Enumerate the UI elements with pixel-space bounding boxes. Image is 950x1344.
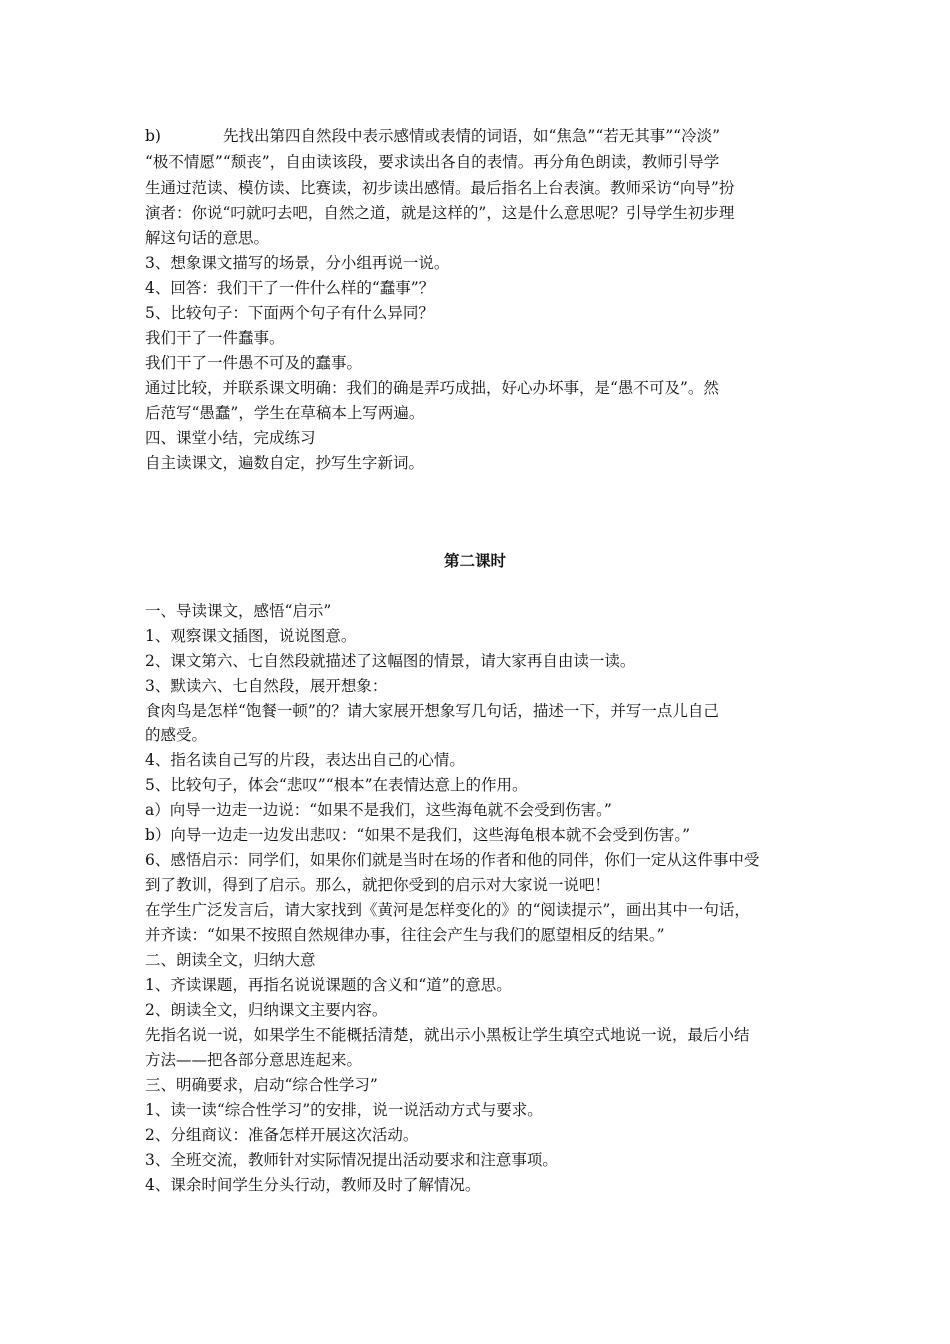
- paragraph-line: 到了教训，得到了启示。那么，就把你受到的启示对大家说一说吧！: [145, 876, 611, 894]
- paragraph-line: 4、指名读自己写的片段，表达出自己的心情。: [145, 751, 465, 769]
- paragraph-line: 5、比较句子，体会“悲叹”“根本”在表情达意上的作用。: [145, 776, 528, 794]
- paragraph-line: 生通过范读、模仿读、比赛读，初步读出感情。最后指名上台表演。教师采访“向导”扮: [145, 179, 735, 197]
- paragraph-line: 4、回答：我们干了一件什么样的“蠢事”？: [145, 279, 435, 297]
- paragraph-line: 2、课文第六、七自然段就描述了这幅图的情景，请大家再自由读一读。: [145, 652, 636, 670]
- paragraph-line: 2、分组商议：准备怎样开展这次活动。: [145, 1126, 419, 1144]
- paragraph-line: 1、齐读课题，再指名说说课题的含义和“道”的意思。: [145, 976, 512, 994]
- paragraph-line: 自主读课文，遍数自定，抄写生字新词。: [145, 454, 425, 472]
- paragraph-line: 先指名说一说，如果学生不能概括清楚，就出示小黑板让学生填空式地说一说，最后小结: [145, 1026, 750, 1044]
- paragraph-line: 演者：你说“叼就叼去吧，自然之道，就是这样的”，这是什么意思呢？引导学生初步理: [145, 204, 735, 222]
- paragraph-line: 并齐读：“如果不按照自然规律办事，往往会产生与我们的愿望相反的结果。”: [145, 926, 665, 944]
- list-marker: b): [145, 127, 161, 145]
- paragraph-line: 我们干了一件蠢事。: [145, 329, 285, 347]
- paragraph-line: 3、全班交流，教师针对实际情况提出活动要求和注意事项。: [145, 1151, 558, 1169]
- paragraph-line: 后范写“愚蠢”，学生在草稿本上写两遍。: [145, 404, 425, 422]
- paragraph-line: 方法——把各部分意思连起来。: [145, 1051, 363, 1069]
- paragraph-line: [145, 123, 720, 149]
- paragraph-line: a）向导一边走一边说：“如果不是我们，这些海龟就不会受到伤害。”: [145, 801, 612, 819]
- section-subheading: 三、明确要求，启动“综合性学习”: [145, 1076, 378, 1094]
- paragraph-line: 1、读一读“综合性学习”的安排，说一说活动方式与要求。: [145, 1101, 543, 1119]
- paragraph-line: “极不情愿”“颓丧”，自由读该段，要求读出各自的表情。再分角色朗读，教师引导学: [145, 153, 720, 171]
- paragraph-line: 4、课余时间学生分头行动，教师及时了解情况。: [145, 1176, 481, 1194]
- paragraph-line: 在学生广泛发言后，请大家找到《黄河是怎样变化的》的“阅读提示”，画出其中一句话，: [145, 901, 750, 919]
- paragraph-line: 1、观察课文插图，说说图意。: [145, 627, 357, 645]
- paragraph-line: 3、想象课文描写的场景，分小组再说一说。: [145, 254, 450, 272]
- paragraph-line: 6、感悟启示：同学们，如果你们就是当时在场的作者和他的同伴，你们一定从这件事中受: [145, 851, 760, 869]
- line-text: 先找出第四自然段中表示感情或表情的词语，如“焦急”“若无其事”“冷淡”: [222, 127, 721, 145]
- paragraph-line: 食肉鸟是怎样“饱餐一顿”的？请大家展开想象写几句话，描述一下，并写一点儿自己: [145, 702, 719, 720]
- paragraph-line: 通过比较，并联系课文明确：我们的确是弄巧成拙，好心办坏事，是“愚不可及”。然: [145, 379, 719, 397]
- paragraph-line: 解这句话的意思。: [145, 229, 270, 247]
- section-subheading: 一、导读课文，感悟“启示”: [145, 602, 332, 620]
- paragraph-line: 的感受。: [145, 726, 208, 744]
- section-subheading: 二、朗读全文，归纳大意: [145, 951, 316, 969]
- paragraph-line: 2、朗读全文，归纳课文主要内容。: [145, 1001, 388, 1019]
- paragraph-line: 5、比较句子：下面两个句子有什么异同？: [145, 304, 434, 322]
- section-subheading: 四、课堂小结，完成练习: [145, 429, 316, 447]
- section-heading: 第二课时: [443, 551, 506, 570]
- paragraph-line: 我们干了一件愚不可及的蠢事。: [145, 354, 363, 372]
- paragraph-line: b）向导一边走一边发出悲叹：“如果不是我们，这些海龟根本就不会受到伤害。”: [145, 826, 691, 844]
- paragraph-line: 3、默读六、七自然段，展开想象：: [145, 677, 388, 695]
